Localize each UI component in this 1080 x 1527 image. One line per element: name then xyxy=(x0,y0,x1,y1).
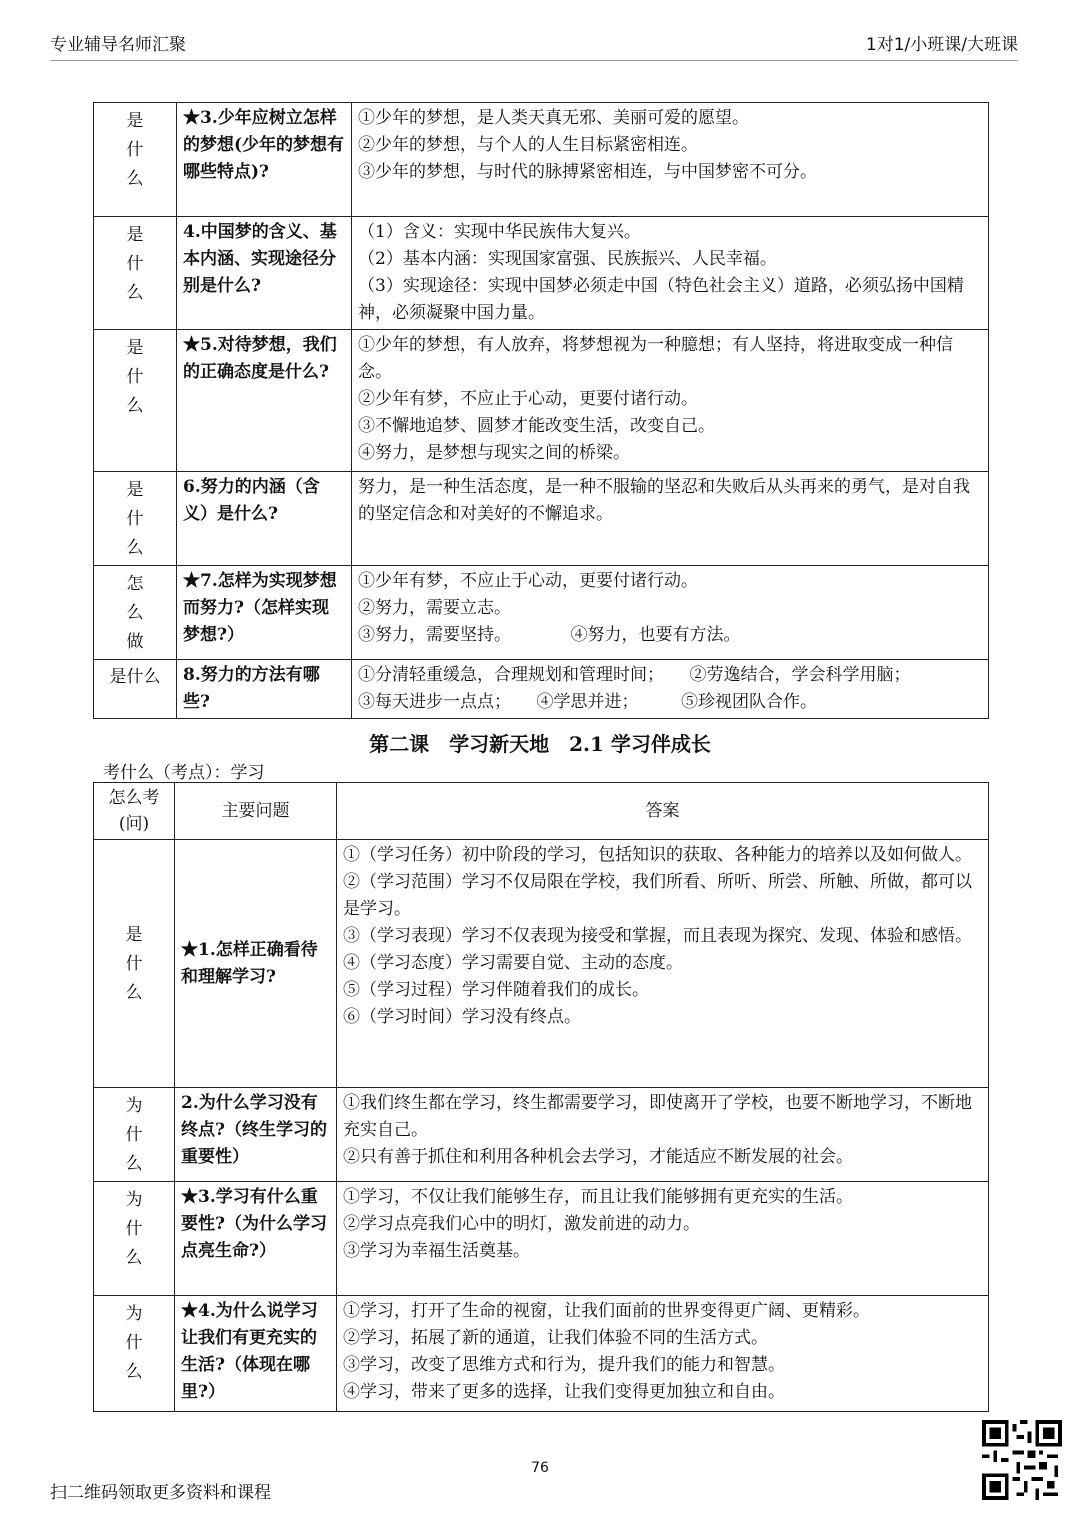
answer-line: ②只有善于抓住和利用各种机会去学习，才能适应不断发展的社会。 xyxy=(343,1147,853,1167)
answer-cell xyxy=(352,217,989,330)
answer-cell xyxy=(352,472,989,566)
main-question-cell: 8.努力的方法有哪些? xyxy=(177,660,352,719)
main-question-cell: ★3.学习有什么重要性?（为什么学习点亮生命?） xyxy=(175,1182,337,1296)
answer-line: ②（学习范围）学习不仅局限在学校，我们所看、所听、所尝、所触、所做，都可以是学习。 xyxy=(343,872,972,919)
question-type-label: 是什么 xyxy=(125,925,143,1003)
page-number: 76 xyxy=(531,1460,549,1476)
question-type-label: 怎么做 xyxy=(126,574,144,652)
answer-line: （2）基本内涵：实现国家富强、民族振兴、人民幸福。 xyxy=(358,249,777,269)
answer-cell xyxy=(352,103,989,217)
answer-cell xyxy=(352,660,989,719)
answer-line: ①少年的梦想，是人类天真无邪、美丽可爱的愿望。 xyxy=(358,108,749,128)
table-header-row xyxy=(94,783,989,840)
qr-code-icon xyxy=(982,1420,1062,1500)
main-question-cell: 6.努力的内涵（含义）是什么? xyxy=(177,472,352,566)
table-row xyxy=(94,566,989,660)
answer-line: ④学习，带来了更多的选择，让我们变得更加独立和自由。 xyxy=(343,1382,785,1402)
question-type-cell xyxy=(94,566,177,660)
table-row xyxy=(94,103,989,217)
answer-line: ③努力，需要坚持。 ④努力，也要有方法。 xyxy=(358,625,741,645)
question-type-label: 是什么 xyxy=(126,338,144,416)
question-type-label: 为什么 xyxy=(125,1096,143,1174)
answer-line: ③少年的梦想，与时代的脉搏紧密相连，与中国梦密不可分。 xyxy=(358,162,817,182)
answer-cell xyxy=(337,1296,989,1412)
section-title: 第二课 学习新天地 2.1 学习伴成长 xyxy=(369,732,711,756)
answer-line: ③（学习表现）学习不仅表现为接受和掌握，而且表现为探究、发现、体验和感悟。 xyxy=(343,926,972,946)
footer-text: 扫二维码领取更多资料和课程 xyxy=(50,1483,271,1503)
answer-line: ②努力，需要立志。 xyxy=(358,598,511,618)
question-type-cell xyxy=(94,330,177,472)
main-question-cell: ★4.为什么说学习让我们有更充实的生活?（体现在哪里?） xyxy=(175,1296,337,1412)
qa-table-1 xyxy=(93,102,989,719)
answer-line: ①我们终生都在学习，终生都需要学习，即使离开了学校，也要不断地学习，不断地充实自己。 xyxy=(343,1093,972,1140)
answer-line: 努力，是一种生活态度，是一种不服输的坚忍和失败后从头再来的勇气，是对自我的坚定信念和对美好的不懈追求。 xyxy=(358,477,970,524)
table-row xyxy=(94,660,989,719)
answer-cell xyxy=(337,1088,989,1182)
answer-line: ①分清轻重缓急，合理规划和管理时间； ②劳逸结合，学会科学用脑； xyxy=(358,665,911,685)
answer-line: ③学习为幸福生活奠基。 xyxy=(343,1241,530,1261)
question-type-cell xyxy=(94,1088,175,1182)
answer-line: ④（学习态度）学习需要自觉、主动的态度。 xyxy=(343,953,683,973)
table-row xyxy=(94,217,989,330)
answer-line: ③每天进步一点点； ④学思并进； ⑤珍视团队合作。 xyxy=(358,692,817,712)
answer-line: ②学习，拓展了新的通道，让我们体验不同的生活方式。 xyxy=(343,1328,768,1348)
answer-cell xyxy=(337,1182,989,1296)
answer-line: ③不懈地追梦、圆梦才能改变生活，改变自己。 xyxy=(358,416,715,436)
answer-line: ①少年的梦想，有人放弃，将梦想视为一种臆想；有人坚持，将进取变成一种信念。 xyxy=(358,335,953,382)
main-question-cell: ★7.怎样为实现梦想而努力?（怎样实现梦想?） xyxy=(177,566,352,660)
question-type-label: 是什么 xyxy=(126,480,144,558)
answer-line: ④努力，是梦想与现实之间的桥梁。 xyxy=(358,443,630,463)
question-type-label: 为什么 xyxy=(125,1304,143,1382)
qa-table-2 xyxy=(93,782,989,1412)
question-type-label: 是什么 xyxy=(126,111,144,189)
question-type-cell xyxy=(94,217,177,330)
answer-line: ②学习点亮我们心中的明灯，激发前进的动力。 xyxy=(343,1214,700,1234)
answer-cell xyxy=(352,330,989,472)
header-divider xyxy=(50,60,1018,61)
table-row xyxy=(94,1182,989,1296)
answer-line: （1）含义：实现中华民族伟大复兴。 xyxy=(358,222,641,242)
table-row xyxy=(94,472,989,566)
main-question-cell: ★3.少年应树立怎样的梦想(少年的梦想有哪些特点)? xyxy=(177,103,352,217)
main-question-cell: 4.中国梦的含义、基本内涵、实现途径分别是什么? xyxy=(177,217,352,330)
question-type-label: 是什么 xyxy=(126,225,144,303)
header-cell: 答案 xyxy=(337,783,989,840)
question-type-cell xyxy=(94,472,177,566)
answer-line: ⑤（学习过程）学习伴随着我们的成长。 xyxy=(343,980,649,1000)
main-question-cell: 2.为什么学习没有终点?（终生学习的重要性） xyxy=(175,1088,337,1182)
question-type-cell xyxy=(94,660,177,719)
header-left: 专业辅导名师汇聚 xyxy=(50,35,186,55)
header-cell: 怎么考(问) xyxy=(94,783,175,840)
main-question-cell: ★5.对待梦想，我们的正确态度是什么? xyxy=(177,330,352,472)
table-row xyxy=(94,330,989,472)
section-subtitle: 考什么（考点）：学习 xyxy=(103,763,265,783)
table-row xyxy=(94,840,989,1088)
question-type-cell xyxy=(94,1296,175,1412)
answer-cell xyxy=(337,840,989,1088)
answer-line: ⑥（学习时间）学习没有终点。 xyxy=(343,1007,581,1027)
question-type-cell xyxy=(94,840,175,1088)
question-type-label: 是什么 xyxy=(109,667,161,687)
header-right: 1对1/小班课/大班课 xyxy=(865,35,1018,55)
header-cell: 主要问题 xyxy=(175,783,337,840)
answer-line: ②少年的梦想，与个人的人生目标紧密相连。 xyxy=(358,135,698,155)
answer-line: ①学习，打开了生命的视窗，让我们面前的世界变得更广阔、更精彩。 xyxy=(343,1301,870,1321)
answer-line: ①（学习任务）初中阶段的学习，包括知识的获取、各种能力的培养以及如何做人。 xyxy=(343,845,972,865)
table-row xyxy=(94,1088,989,1182)
answer-cell xyxy=(352,566,989,660)
answer-line: ①少年有梦，不应止于心动，更要付诸行动。 xyxy=(358,571,698,591)
question-type-cell xyxy=(94,1182,175,1296)
question-type-cell xyxy=(94,103,177,217)
answer-line: ②少年有梦，不应止于心动，更要付诸行动。 xyxy=(358,389,698,409)
answer-line: ①学习，不仅让我们能够生存，而且让我们能够拥有更充实的生活。 xyxy=(343,1187,853,1207)
table-row xyxy=(94,1296,989,1412)
question-type-label: 为什么 xyxy=(125,1190,143,1268)
answer-line: ③学习，改变了思维方式和行为，提升我们的能力和智慧。 xyxy=(343,1355,785,1375)
main-question-cell: ★1.怎样正确看待和理解学习? xyxy=(175,840,337,1088)
answer-line: （3）实现途径：实现中国梦必须走中国（特色社会主义）道路，必须弘扬中国精神，必须凝聚中国力量。 xyxy=(358,276,964,323)
